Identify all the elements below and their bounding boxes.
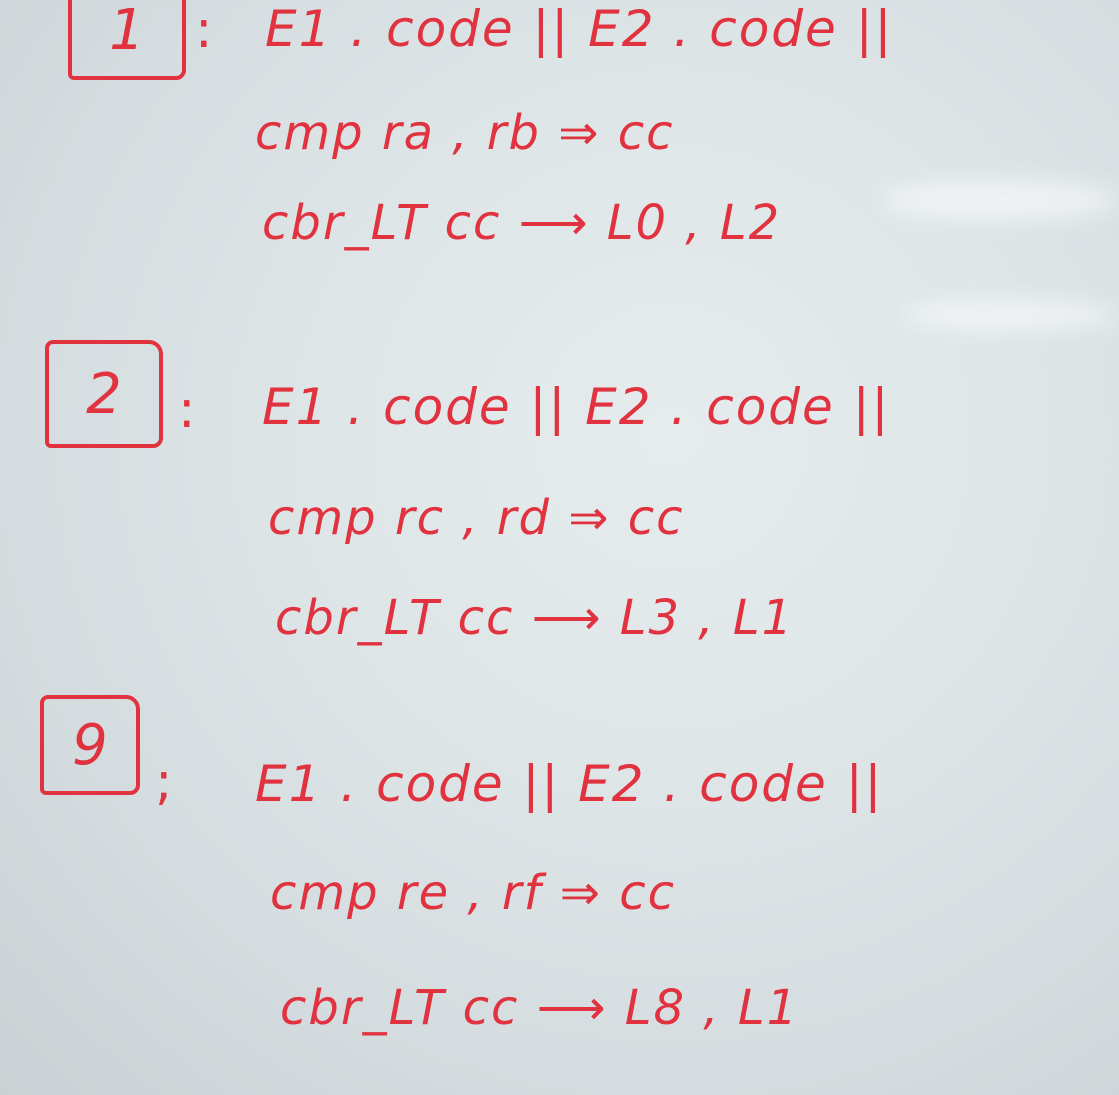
cmp-line: cmp rc , rd ⇒ cc — [268, 490, 685, 546]
colon: : — [178, 380, 196, 440]
board-glare — [880, 180, 1119, 220]
colon: : — [195, 0, 213, 60]
cmp-line: cmp re , rf ⇒ cc — [270, 865, 677, 921]
cbr-line: cbr_LT cc ⟶ L3 , L1 — [275, 590, 795, 646]
colon: ; — [155, 752, 173, 812]
cbr-line: cbr_LT cc ⟶ L8 , L1 — [280, 980, 800, 1036]
header-line: E1 . code || E2 . code || — [255, 755, 884, 813]
label-number: 1 — [109, 0, 145, 63]
label-number: 2 — [86, 361, 122, 427]
cbr-line: cbr_LT cc ⟶ L0 , L2 — [262, 195, 782, 251]
label-box-1 — [68, 0, 186, 80]
header-line: E1 . code || E2 . code || — [262, 378, 891, 436]
header-line: E1 . code || E2 . code || — [265, 0, 894, 58]
cmp-line: cmp ra , rb ⇒ cc — [255, 105, 675, 161]
board-glare — [900, 300, 1119, 330]
label-number: 9 — [72, 712, 108, 778]
label-box-3 — [40, 695, 140, 795]
label-box-2 — [45, 340, 163, 448]
